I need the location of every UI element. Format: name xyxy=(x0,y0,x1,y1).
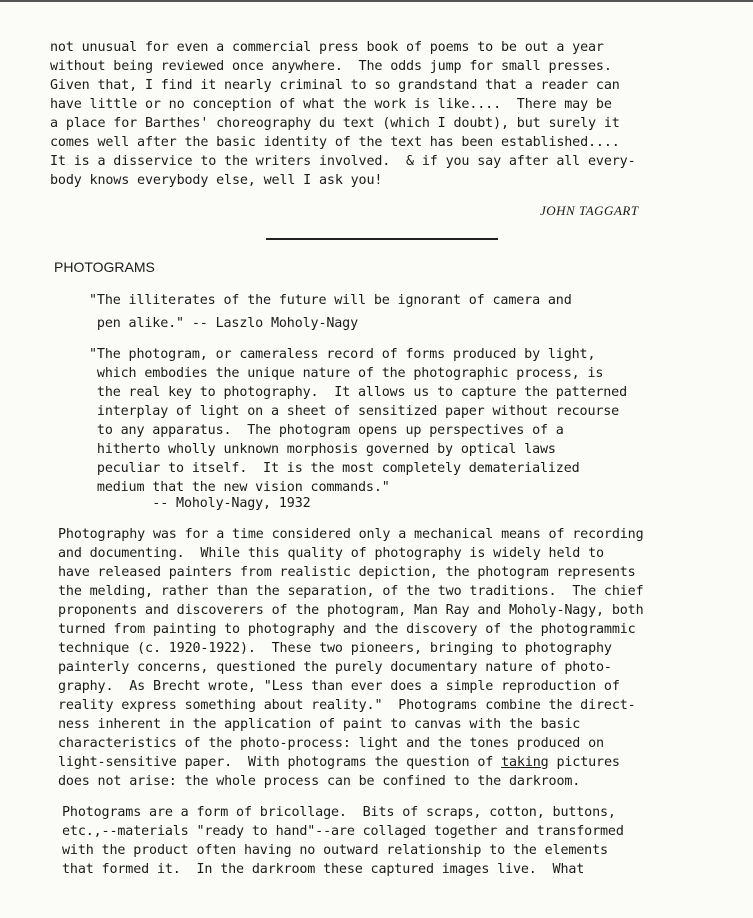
paragraph-line: graphy. As Brecht wrote, "Less than ever does a simple reproduction of xyxy=(58,679,620,694)
paragraph-line: does not arise: the whole process can be confined to the darkroom. xyxy=(58,774,581,789)
quote-line: medium that the new vision commands." xyxy=(89,480,390,495)
paragraph-line xyxy=(58,755,620,770)
quote-line: the real key to photography. It allows us to capture the patterned xyxy=(89,385,628,400)
quote-line: "The illiterates of the future will be ignorant of camera and xyxy=(89,293,572,308)
paragraph-line: turned from painting to photography and the discovery of the photogrammic xyxy=(58,622,636,637)
paragraph-line: ness inherent in the application of paint to canvas with the basic xyxy=(58,717,581,732)
review-line: without being reviewed once anywhere. The odds jump for small presses. xyxy=(50,59,612,74)
paragraph-line: with the product often having no outward relationship to the elements xyxy=(62,843,608,858)
review-line: have little or no conception of what the work is like.... There may be xyxy=(50,97,612,112)
review-line: a place for Barthes' choreography du text (which I doubt), but surely it xyxy=(50,116,620,131)
paragraph-line: have released painters from realistic depiction, the photogram represents xyxy=(58,565,636,580)
section-divider xyxy=(266,238,498,240)
paragraph-line: technique (c. 1920-1922). These two pioneers, bringing to photography xyxy=(58,641,612,656)
paragraph-line: reality express something about reality." Photograms combine the direct- xyxy=(58,698,636,713)
paragraph-line-part: light-sensitive paper. With photograms the question of xyxy=(58,755,502,770)
quote-line: hitherto wholly unknown morphosis governed by optical laws xyxy=(89,442,556,457)
paragraph-line: that formed it. In the darkroom these captured images live. What xyxy=(62,862,585,877)
paragraph-line-part: pictures xyxy=(548,755,620,770)
review-line: It is a disservice to the writers involved. & if you say after all every- xyxy=(50,154,636,169)
paragraph-line: Photography was for a time considered only a mechanical means of recording xyxy=(58,527,644,542)
paragraph-line: painterly concerns, questioned the purely documentary nature of photo- xyxy=(58,660,612,675)
quote-line: peculiar to itself. It is the most completely dematerialized xyxy=(89,461,580,476)
review-line: comes well after the basic identity of the text has been established.... xyxy=(50,135,620,150)
section-heading: PHOTOGRAMS xyxy=(54,259,155,275)
review-line: Given that, I find it nearly criminal to so grandstand that a reader can xyxy=(50,78,620,93)
paragraph-line: Photograms are a form of bricollage. Bits of scraps, cotton, buttons, xyxy=(62,805,616,820)
paragraph-line: etc.,--materials "ready to hand"--are collaged together and transformed xyxy=(62,824,624,839)
review-line: body knows everybody else, well I ask you! xyxy=(50,173,383,188)
quote-line: interplay of light on a sheet of sensitized paper without recourse xyxy=(89,404,620,419)
paragraph-line: proponents and discoverers of the photogram, Man Ray and Moholy-Nagy, both xyxy=(58,603,644,618)
top-edge-rule xyxy=(0,0,753,2)
quote-line: "The photogram, or cameraless record of forms produced by light, xyxy=(89,347,596,362)
quote-line: which embodies the unique nature of the photographic process, is xyxy=(89,366,604,381)
quote-line: pen alike." -- Laszlo Moholy-Nagy xyxy=(89,316,359,331)
paragraph-line: the melding, rather than the separation, of the two traditions. The chief xyxy=(58,584,644,599)
underlined-word: taking xyxy=(501,755,549,770)
paragraph-line: characteristics of the photo-process: light and the tones produced on xyxy=(58,736,604,751)
review-signature: JOHN TAGGART xyxy=(540,203,639,218)
paragraph-line: and documenting. While this quality of photography is widely held to xyxy=(58,546,604,561)
quote-attribution: -- Moholy-Nagy, 1932 xyxy=(89,496,311,511)
review-line: not unusual for even a commercial press book of poems to be out a year xyxy=(50,40,604,55)
quote-line: to any apparatus. The photogram opens up perspectives of a xyxy=(89,423,564,438)
